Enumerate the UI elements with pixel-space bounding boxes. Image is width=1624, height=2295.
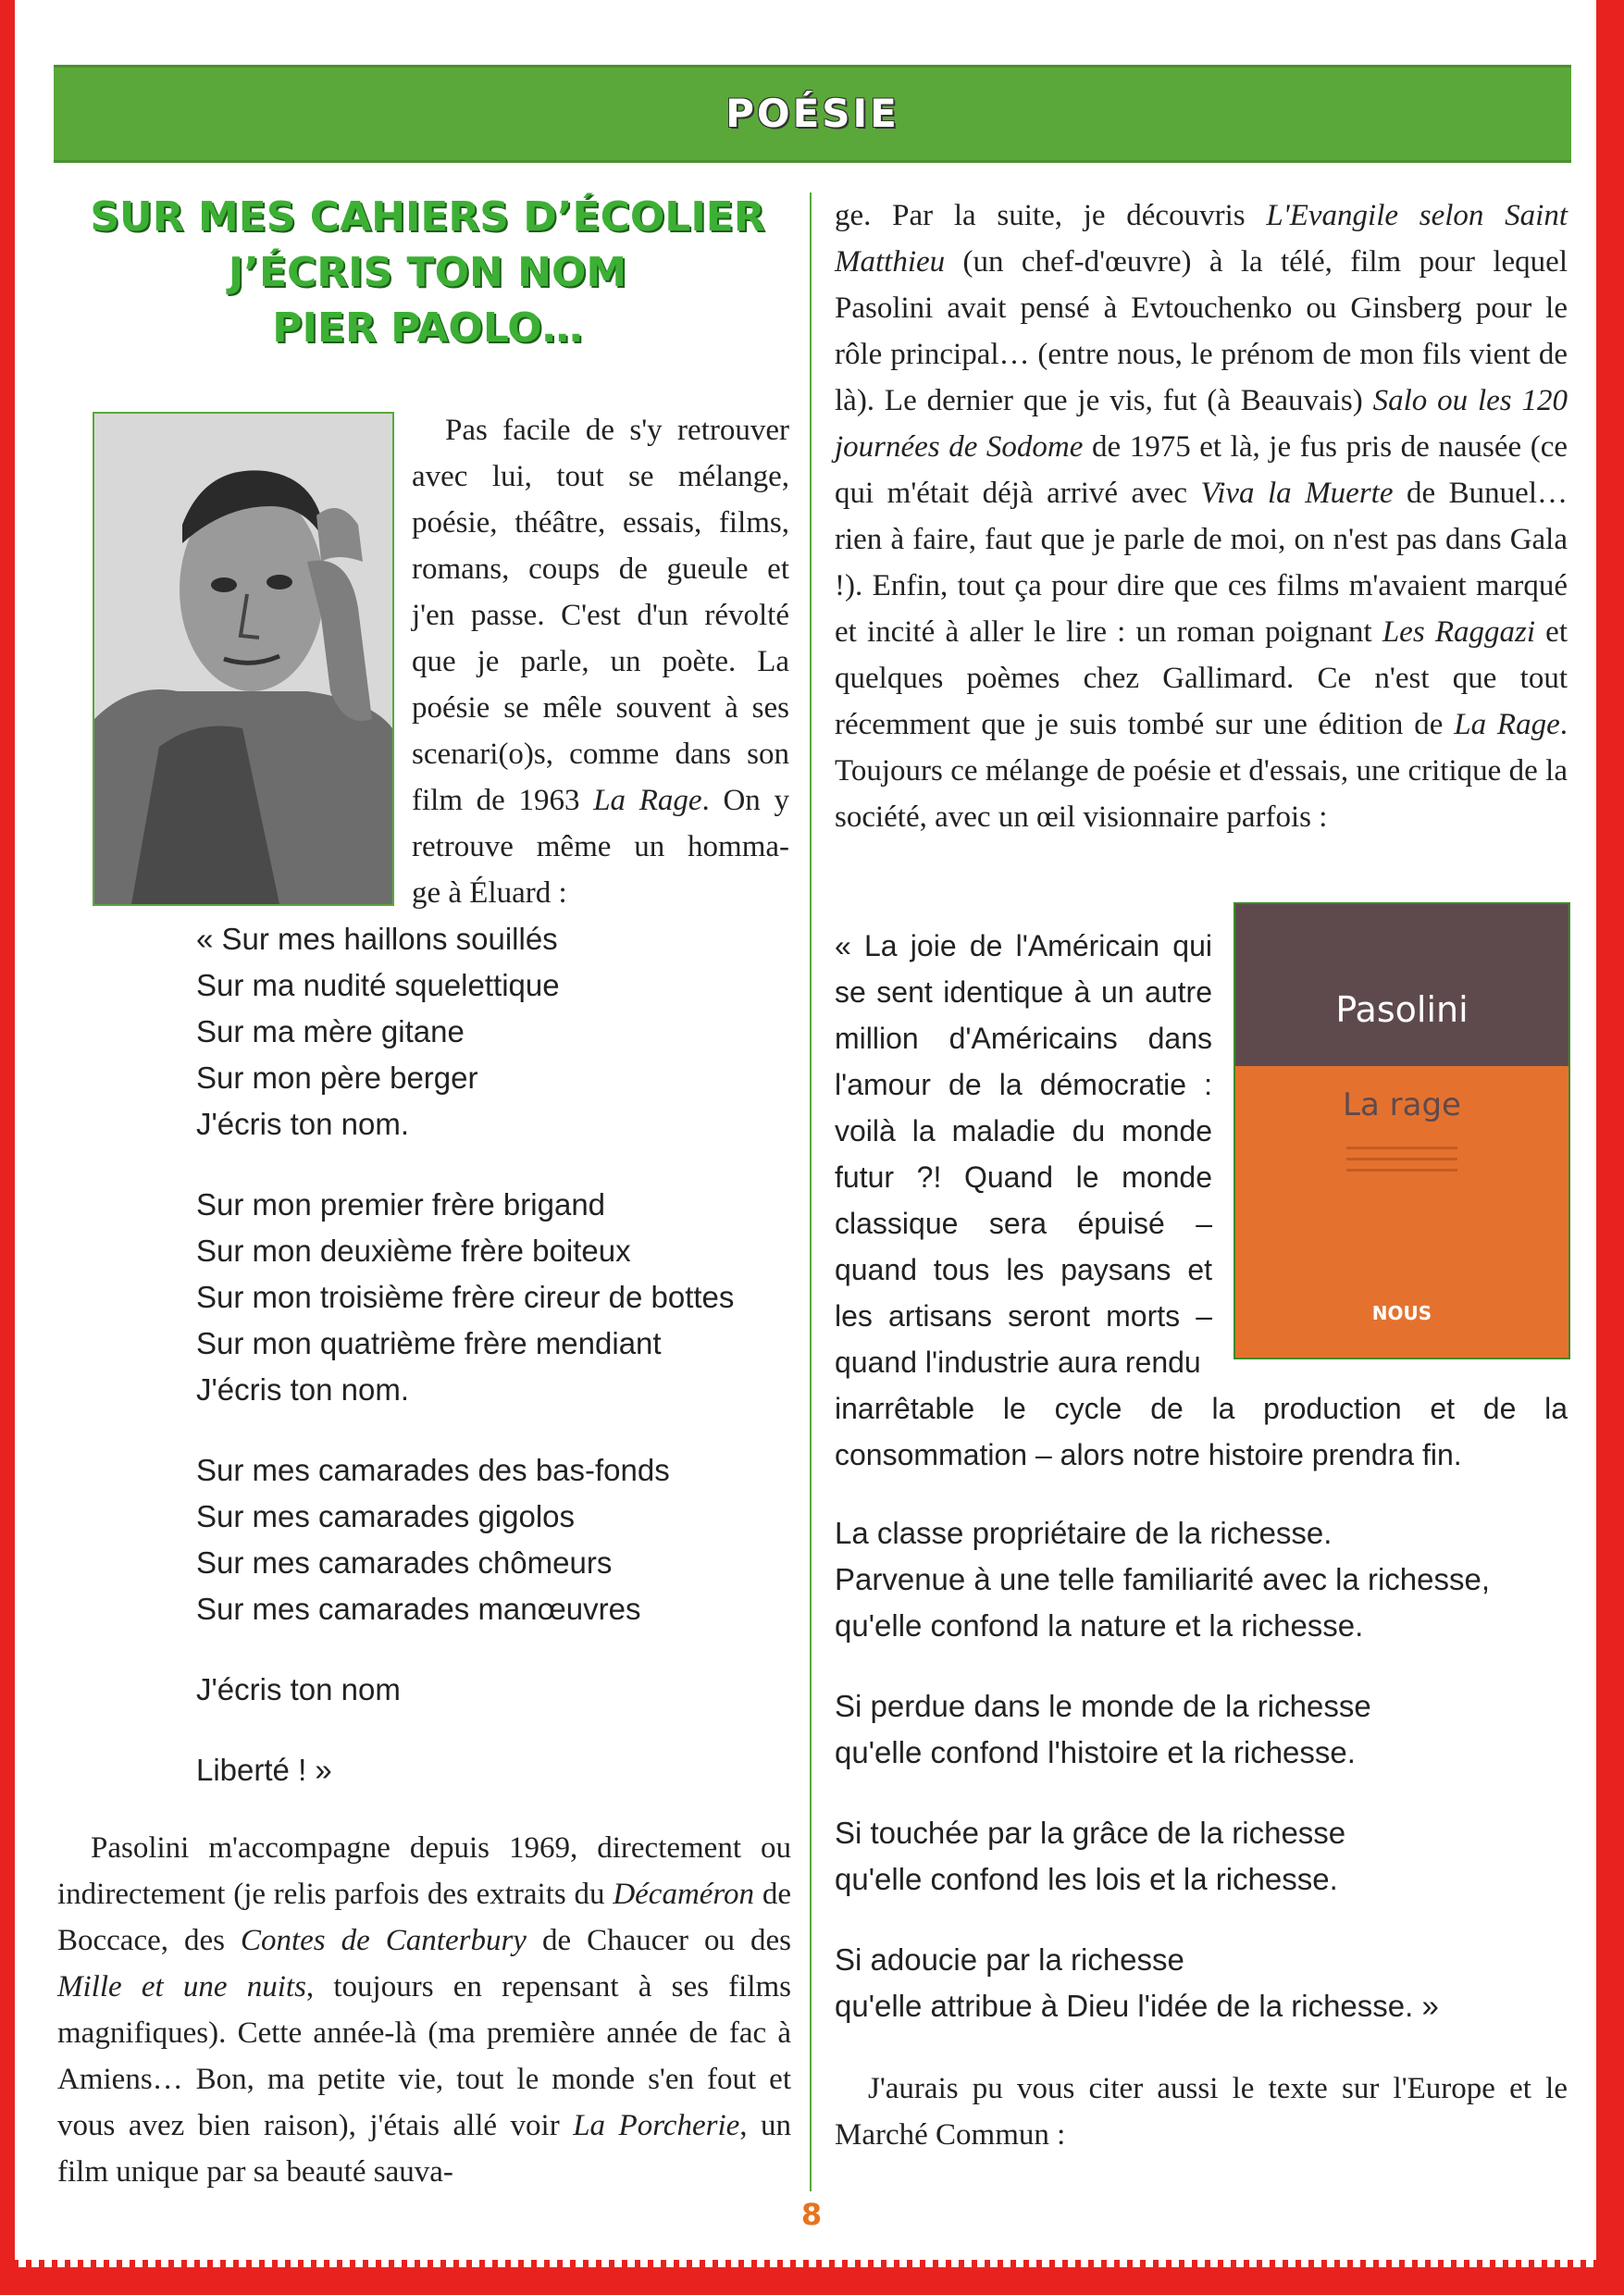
work-title: Contes de Canterbury: [240, 1924, 527, 1957]
page-frame-bottom: [0, 2267, 1624, 2295]
quote-text: « La joie de l'Américain qui se sent identique à un autre million d'Américains dans l'amour de la démocratie : voilà la maladie du monde futur ?! Quand le monde classique sera épuisé – quand tous les paysans et les artisans seront morts – quand l'industrie aura rendu: [835, 929, 1212, 1379]
poem-line: Sur mon quatrième frère mendiant: [196, 1326, 662, 1360]
book-subtitle-lines: [1346, 1147, 1457, 1180]
poem-line: Sur mes camarades chômeurs: [196, 1545, 613, 1580]
text-run: ge. Par la suite, je découvris: [835, 199, 1267, 232]
article-title: [57, 190, 798, 356]
poem-line: Sur ma nudité squelettique: [196, 968, 560, 1002]
text-run: , toujours en repensant à ses films magnifiques). Cette année-là (ma première année de fac à Amiens… Bon, ma petite vie, tout le monde s'en fout et vous avez bien raison), j'étais allé voir: [57, 1970, 791, 2142]
quote-wide: [835, 1385, 1568, 1478]
book-author: Pasolini: [1335, 989, 1469, 1030]
intro-line: poésie se mêle souvent à ses: [412, 691, 789, 725]
book-title: La rage: [1343, 1086, 1461, 1123]
eluard-poem: [196, 916, 798, 1793]
poem-line: J'écris ton nom.: [196, 1107, 410, 1141]
text-run: Pasolini m'accompagne depuis 1969, directement ou indirectement (je relis parfois des extraits du: [57, 1831, 791, 1911]
text-run: . Toujours ce mélange de poésie et d'essais, une critique de la société, avec un œil visionnaire parfois :: [835, 708, 1568, 834]
poem-line: Sur mon père berger: [196, 1061, 478, 1095]
poem-line: Sur mon premier frère brigand: [196, 1187, 606, 1222]
poem-line: J'écris ton nom: [196, 1672, 401, 1706]
poem-stanza: [196, 1182, 798, 1413]
poem-line: Sur ma mère gitane: [196, 1014, 465, 1048]
intro-line: scenari(o)s, comme dans son: [412, 738, 789, 771]
intro-line: ge à Éluard :: [412, 876, 567, 910]
intro-line: romans, coups de gueule et: [412, 552, 789, 586]
book-cover-top: [1235, 904, 1568, 1066]
work-title: Les Raggazi: [1382, 615, 1535, 649]
poem-line: qu'elle confond la nature et la richesse.: [835, 1608, 1364, 1643]
poem-line: Sur mon troisième frère cireur de bottes: [196, 1280, 735, 1314]
poem-line: qu'elle confond les lois et la richesse.: [835, 1862, 1338, 1896]
page-frame-bottom-edge: [0, 2260, 1624, 2267]
poem-line: Liberté ! »: [196, 1753, 332, 1787]
title-line: J’ÉCRIS TON NOM: [228, 249, 627, 296]
work-title: La Porcherie: [573, 2109, 740, 2142]
poem-line: La classe propriétaire de la richesse.: [835, 1516, 1333, 1550]
intro-text: . On y: [701, 784, 789, 817]
section-title: POÉSIE: [725, 91, 899, 136]
poem-line: J'écris ton nom.: [196, 1372, 410, 1407]
intro-line: retrouve même un homma-: [412, 830, 789, 863]
richesse-poem: [835, 1510, 1568, 2029]
section-banner: [54, 65, 1571, 163]
work-title: Décaméron: [613, 1878, 755, 1911]
right-top-paragraph: [835, 192, 1568, 840]
paragraph-text: [57, 1825, 791, 2195]
quote-narrow: [835, 923, 1212, 1385]
paragraph-text: J'aurais pu vous citer aussi le texte sur l'Europe et le Marché Commun :: [835, 2072, 1568, 2152]
text-run: de 1975 et là, je fus pris de nausée (ce qui m'était déjà arrivé avec: [835, 430, 1568, 510]
work-title: Salo ou les 120 journées de Sodome: [835, 384, 1568, 464]
intro-line: que je parle, un poète. La: [412, 645, 789, 678]
poem-line: « Sur mes haillons souillés: [196, 922, 558, 956]
poem-line: Si adoucie par la richesse: [835, 1942, 1184, 1977]
work-title: Viva la Muerte: [1200, 477, 1394, 510]
book-publisher: NOUS: [1371, 1302, 1432, 1324]
quote-text: inarrêtable le cycle de la production et de la consommation – alors notre histoire prendra fin.: [835, 1392, 1568, 1471]
text-run: de Chaucer ou des: [526, 1924, 791, 1957]
poem-stanza: [196, 1667, 798, 1713]
intro-text: film de 1963: [412, 784, 594, 817]
poem-stanza: [835, 1510, 1568, 1649]
intro-line: j'en passe. C'est d'un révolté: [412, 599, 789, 632]
text-run: de Bunuel… rien à faire, faut que je parle de moi, on n'est pas dans Gala !). Enfin, tout ça pour dire que ces films m'avaient marqué et incité à aller le lire : un roman poignant: [835, 477, 1568, 649]
closing-paragraph: [835, 2066, 1568, 2158]
title-line: PIER PAOLO…: [272, 304, 583, 352]
intro-line: [412, 777, 789, 824]
work-title: L'Evangile selon Saint Matthieu: [835, 199, 1568, 279]
left-bottom-paragraph: [57, 1825, 791, 2195]
poem-line: Si perdue dans le monde de la richesse: [835, 1689, 1371, 1723]
work-title: La Rage: [1454, 708, 1560, 741]
poem-line: Sur mes camarades gigolos: [196, 1499, 576, 1533]
paragraph-text: [835, 192, 1568, 840]
intro-line: Pas facile de s'y retrouver: [445, 414, 789, 447]
poem-stanza: [835, 1810, 1568, 1903]
intro-line: poésie, théâtre, essais, films,: [412, 506, 789, 540]
poem-stanza: [196, 1747, 798, 1793]
text-run: de Boccace, des: [57, 1878, 791, 1957]
poem-line: Sur mes camarades des bas-fonds: [196, 1453, 670, 1487]
poem-line: Sur mon deuxième frère boiteux: [196, 1234, 631, 1268]
poem-stanza: [196, 916, 798, 1148]
poem-stanza: [196, 1447, 798, 1632]
title-line: SUR MES CAHIERS D’ÉCOLIER: [90, 193, 765, 241]
la-rage-book-cover: [1233, 902, 1570, 1359]
pasolini-portrait-photo: [93, 412, 394, 906]
intro-line: avec lui, tout se mélange,: [412, 460, 789, 493]
poem-line: Parvenue à une telle familiarité avec la richesse,: [835, 1562, 1491, 1596]
text-run: et quelques poèmes chez Gallimard. Ce n'est que tout récemment que je suis tombé sur une édition de: [835, 615, 1568, 741]
column-divider: [810, 192, 812, 2191]
text-run: (un chef-d'œuvre) à la télé, film pour lequel Pasolini avait pensé à Evtouchenko ou Ginsberg pour le rôle principal… (entre nous, le prénom de mon fils vient de là). Le dernier que je vis, fut (à Beauvais): [835, 245, 1568, 417]
poem-line: Si touchée par la grâce de la richesse: [835, 1816, 1346, 1850]
text-run: , un film unique par sa beauté sauva-: [57, 2109, 791, 2189]
portrait-illustration: [94, 414, 392, 904]
poem-line: qu'elle confond l'histoire et la richesse.: [835, 1735, 1356, 1769]
work-title: Mille et une nuits: [57, 1970, 306, 2003]
page-frame-left: [0, 0, 15, 2295]
poem-stanza: [835, 1683, 1568, 1776]
poem-line: qu'elle attribue à Dieu l'idée de la richesse. »: [835, 1989, 1439, 2023]
intro-paragraph: [412, 407, 789, 916]
film-title-la-rage: La Rage: [593, 784, 702, 817]
poem-stanza: [835, 1937, 1568, 2029]
page-number: 8: [800, 2197, 823, 2232]
poem-line: Sur mes camarades manœuvres: [196, 1592, 641, 1626]
page-frame-right: [1596, 0, 1624, 2295]
